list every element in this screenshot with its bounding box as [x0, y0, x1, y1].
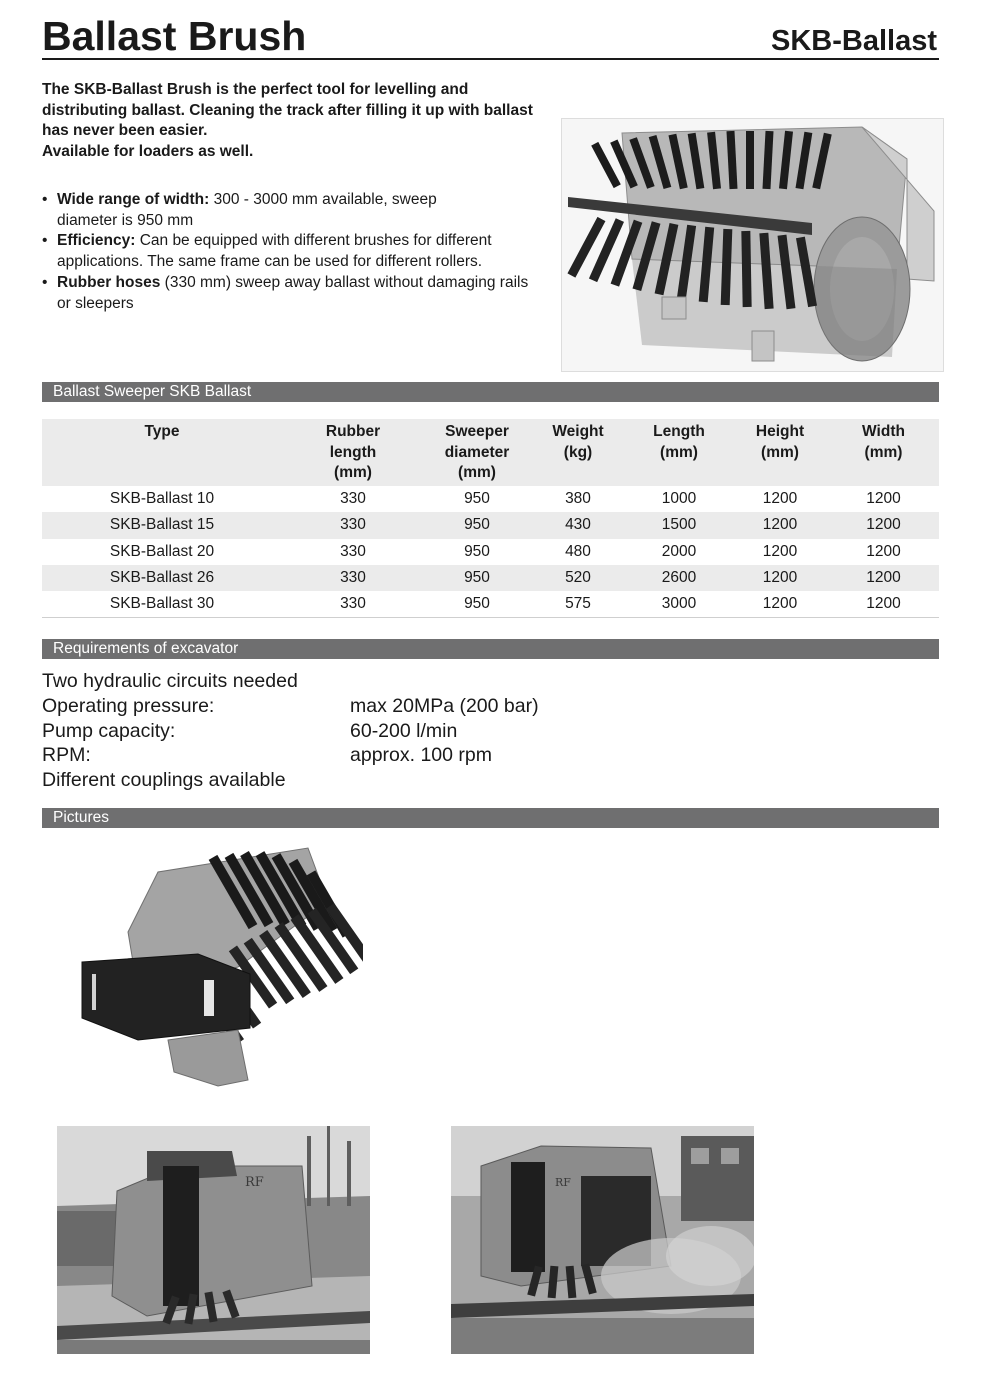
- track-photo-illustration: [57, 1126, 370, 1354]
- cell-height: 1200: [762, 568, 798, 586]
- feature-list: [42, 190, 587, 314]
- col-header-weight: Weight (kg): [552, 423, 604, 461]
- cell-rubber-length: 330: [340, 542, 366, 560]
- requirement-label: RPM:: [42, 744, 91, 767]
- cell-length: 1000: [661, 490, 697, 508]
- requirement-row: [42, 694, 939, 719]
- cell-sweeper-diameter: 950: [424, 591, 530, 618]
- requirement-value: max 20MPa (200 bar): [350, 694, 539, 717]
- cell-rubber-length: 330: [340, 516, 366, 534]
- cell-type: SKB-Ballast 10: [109, 490, 215, 508]
- photo-brush-sweeping: [451, 1126, 754, 1354]
- page-header: [42, 14, 939, 60]
- cell-length: 2600: [661, 568, 697, 586]
- requirements-list: [42, 669, 939, 793]
- intro-line: has never been easier.: [42, 122, 208, 140]
- requirement-label: Pump capacity:: [42, 719, 176, 742]
- rf-logo-mark: RF: [555, 1176, 571, 1189]
- col-header-rubber-length: Rubber length (mm): [325, 423, 381, 482]
- col-header-length: Length (mm): [653, 423, 705, 461]
- cell-length: 3000: [626, 591, 732, 618]
- cell-weight: 480: [565, 542, 591, 560]
- table-header-row: [42, 419, 939, 486]
- product-picture-angle: [78, 842, 363, 1087]
- ballast-brush-side-illustration: [78, 842, 363, 1087]
- feature-text-cont: applications. The same frame can be used for different rollers.: [57, 253, 483, 271]
- section-header-pictures: Pictures: [42, 808, 939, 828]
- table-row: [42, 539, 939, 565]
- feature-text-cont: diameter is 950 mm: [57, 211, 194, 229]
- feature-text-cont: or sleepers: [57, 294, 134, 312]
- cell-type: SKB-Ballast 15: [109, 516, 215, 534]
- cell-weight: 575: [530, 591, 626, 618]
- requirement-value: approx. 100 rpm: [350, 744, 492, 767]
- cell-height: 1200: [762, 542, 798, 560]
- section-header-spec: Ballast Sweeper SKB Ballast: [42, 382, 939, 402]
- cell-width: 1200: [866, 542, 901, 560]
- table-row: [42, 591, 939, 618]
- col-header-width: Width (mm): [862, 423, 905, 461]
- col-header-type: Type: [144, 423, 180, 440]
- requirement-value: 60-200 l/min: [350, 719, 458, 742]
- sweeping-photo-illustration: [451, 1126, 754, 1354]
- cell-rubber-length: 330: [340, 490, 366, 508]
- requirement-label: Different couplings available: [42, 769, 286, 792]
- cell-height: 1200: [732, 591, 828, 618]
- requirement-label: Two hydraulic circuits needed: [42, 670, 298, 692]
- cell-width: 1200: [828, 591, 939, 618]
- ballast-brush-illustration: [562, 119, 944, 372]
- intro-line: distributing ballast. Cleaning the track after filling it up with ballast: [42, 101, 533, 119]
- cell-type: SKB-Ballast 20: [109, 542, 215, 560]
- hero-product-image: [561, 118, 944, 372]
- requirement-label: Operating pressure:: [42, 694, 215, 717]
- section-header-requirements: Requirements of excavator: [42, 639, 939, 659]
- cell-width: 1200: [866, 516, 901, 534]
- cell-width: 1200: [866, 490, 901, 508]
- intro-text: [42, 80, 602, 163]
- feature-label: Wide range of width:: [57, 191, 210, 208]
- intro-line: Available for loaders as well.: [42, 143, 254, 161]
- feature-item: [42, 273, 587, 314]
- cell-length: 2000: [661, 542, 697, 560]
- requirement-row: [42, 768, 939, 793]
- table-row: [42, 486, 939, 512]
- intro-line: The SKB-Ballast Brush is the perfect tool for levelling and: [42, 81, 469, 98]
- feature-item: [42, 190, 587, 231]
- cell-sweeper-diameter: 950: [464, 490, 490, 508]
- photo-brush-on-track: [57, 1126, 370, 1354]
- feature-item: [42, 231, 587, 272]
- cell-sweeper-diameter: 950: [464, 542, 490, 560]
- cell-weight: 430: [565, 516, 591, 534]
- table-row: [42, 512, 939, 538]
- cell-length: 1500: [661, 516, 697, 534]
- cell-height: 1200: [762, 490, 798, 508]
- requirement-row: [42, 719, 939, 744]
- rf-logo-mark: RF: [245, 1175, 264, 1190]
- cell-rubber-length: 330: [282, 591, 424, 618]
- cell-sweeper-diameter: 950: [464, 568, 490, 586]
- feature-text: 300 - 3000 mm available, sweep: [209, 191, 437, 208]
- cell-type: SKB-Ballast 30: [42, 591, 282, 618]
- col-header-height: Height (mm): [755, 423, 805, 461]
- requirement-row: [42, 669, 939, 694]
- feature-label: Rubber hoses: [57, 273, 161, 291]
- feature-text: (330 mm) sweep away ballast without damaging rails: [160, 273, 529, 291]
- col-header-sweeper-diameter: Sweeper diameter (mm): [444, 423, 510, 482]
- cell-height: 1200: [762, 516, 798, 534]
- cell-weight: 520: [565, 568, 591, 586]
- cell-width: 1200: [866, 568, 901, 586]
- product-code: SKB-Ballast: [771, 25, 937, 57]
- spec-table: [42, 419, 939, 618]
- cell-sweeper-diameter: 950: [464, 516, 490, 534]
- requirement-row: [42, 743, 939, 768]
- cell-rubber-length: 330: [340, 568, 366, 586]
- feature-text: Can be equipped with different brushes for different: [135, 232, 492, 250]
- cell-type: SKB-Ballast 26: [109, 568, 215, 586]
- page-title: Ballast Brush: [42, 13, 307, 59]
- cell-weight: 380: [565, 490, 591, 508]
- feature-label: Efficiency:: [57, 232, 136, 250]
- table-row: [42, 565, 939, 591]
